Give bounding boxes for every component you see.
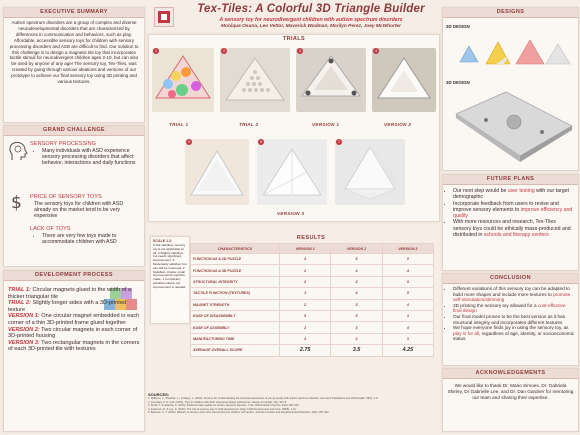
source-line: 3. Smith, T. & Iadarola, S. (2015). Evidence base update for autism spectrum disorder. J Clin Child Adolesc Psychol, 44(6), 897-922. [148, 404, 300, 408]
version-3-photo-a [185, 139, 249, 205]
column-header: CHARACTERISTICS [191, 244, 280, 254]
poster-subtitle: A sensory toy for neurodivergent children with autism spectrum disorders [219, 17, 403, 23]
sources-title: SOURCES: [148, 392, 170, 397]
table-row: FUNCTION AS A 2D PUZZLE 4 5 5 [191, 254, 434, 265]
results-table [190, 243, 434, 357]
table-row: MAGNET STRENGTH 2 3 4 [191, 299, 434, 310]
results-title: RESULTS [296, 235, 326, 241]
caption-trial-1: TRIAL 1 [169, 122, 189, 127]
results-header-row [191, 244, 434, 254]
trial-2-photo [220, 48, 290, 112]
version-3-photo-c [335, 139, 405, 205]
source-line: 4. Anderson, R. & Lee, K. (2019). The role of sensory play in child development. Early Child Development and Care, 189(8), 1-12. [148, 407, 297, 411]
development-step: TRIAL 1: Circular magnets glued to the width of a thicker triangular tile [8, 287, 132, 300]
scale-title: SCALE 1-5 [153, 239, 172, 243]
table-row-average: AVERAGE OVERALL SCORE 2.75 3.5 4.25 [191, 345, 434, 356]
svg-text:$: $ [11, 193, 22, 212]
development-step: VERSION 2: Two circular magnets in each corner of 3D-printed housing [8, 326, 138, 340]
development-process-panel [3, 270, 145, 432]
dollar-sign-icon [10, 192, 24, 212]
design-render-2 [446, 86, 576, 166]
version-3-tile-image-c [335, 139, 405, 205]
caption-version-1: VERSION 1 [312, 122, 340, 127]
trial-1-photo [152, 48, 214, 112]
executive-summary-title: EXECUTIVE SUMMARY [4, 8, 144, 18]
challenge-bullet: • There are very few toys made to accommodate children with ASD [42, 233, 146, 245]
column-header: VERSION 1 [280, 244, 331, 254]
design-render-1 [446, 30, 576, 70]
grand-challenge-panel [3, 125, 145, 267]
sources-section [148, 392, 438, 432]
design-label-1: 3D DESIGN [446, 24, 470, 29]
acknowledgements-panel [442, 368, 579, 432]
future-plans-title: FUTURE PLANS [443, 175, 578, 185]
caption-trial-2: TRIAL 2 [239, 122, 259, 127]
development-process-title: DEVELOPMENT PROCESS [4, 271, 144, 281]
table-row: EASE OF ASSEMBLY 2 3 4 [191, 322, 434, 333]
scale-text: 5 Not satisfied, sensory toy is not applicable at all. 4 Slightly satisfied, but needs significant improvement. 3 Moderately satisfied, but can still be improved. 2 Satisfied, criteria, small improvements could be made. 1 Completely satisfied criteria. No improvement is needed. [153, 243, 187, 289]
trials-panel [148, 34, 440, 222]
caption-version-2: VERSION 2 [384, 122, 412, 127]
poster-title: Tex-Tiles: A Colorful 3D Triangle Builder [197, 3, 425, 15]
conclusion-panel [442, 273, 579, 366]
source-line: 2. Gonzales, P. E. et al. (2021). Toys for children with ASD: Assessing design preferences. Design for Health, 5(2), 55-72. [148, 400, 287, 404]
photo-number-5: 5 [187, 140, 191, 144]
executive-summary-panel [3, 7, 145, 123]
table-row: STRUCTURAL INTEGRITY 2 4 5 [191, 276, 434, 287]
conclusion-item: • We hope everyone finds joy in using the sensory toy, as play is for all, regardless of age, identity, or socioeconomic status [453, 325, 575, 342]
challenge-heading-lack: LACK OF TOYS [30, 226, 71, 232]
photo-number-7: 7 [337, 140, 341, 144]
conclusion-list [443, 284, 578, 342]
grand-challenge-title: GRAND CHALLENGE [4, 126, 144, 136]
poster-authors: Monique Osuna, Leo Vettor, Maverick Wadman, Marilyn Perez, Joey McWhorter [221, 24, 401, 29]
future-plan-item: • Our next step would be user testing with our target demographic [453, 188, 575, 201]
table-row: TACTILE FUNCTION (TEXTURES) 1 4 5 [191, 288, 434, 299]
table-row: FUNCTION AS A 3D PUZZLE 2 4 4 [191, 265, 434, 276]
version-2-photo [372, 48, 436, 112]
future-plans-panel [442, 174, 579, 271]
source-line: 1. Williams, J., Sheehan, L., & Mayer, L. (2023). Sensory Kit: Understanding the physical experiences of young people with autism spectrum disorder. Journal of Paediatrics and Child Health, 59(3), 1-9. [148, 397, 379, 400]
photo-number-6: 6 [259, 140, 263, 144]
development-steps [8, 287, 140, 353]
designs-panel [442, 7, 579, 171]
table-row: MANUFACTURING TIME 4 2 3 [191, 333, 434, 344]
future-plan-item: • With more resources and research, Tex-Tiles sensory toys could be ethically mass-produced and distributed in schools and therapy centers [453, 219, 575, 238]
challenge-list-lack [34, 233, 146, 245]
column-header: VERSION 2 [331, 244, 382, 254]
development-step: VERSION 1: One circular magnet embedded in each corner of a thin 3D-printed frame glued together [8, 313, 140, 326]
photo-number-1: 1 [154, 49, 158, 53]
conclusion-item: • 3D printing the sensory toy allowed for a cost-effective final design [453, 303, 575, 314]
photo-number-2: 2 [222, 49, 226, 53]
design-label-2: 3D DESIGN [446, 80, 470, 85]
designs-title: DESIGNS [443, 8, 578, 18]
future-plans-list [443, 185, 578, 238]
challenge-heading-sensory: SENSORY PROCESSING [30, 141, 97, 147]
development-step: TRIAL 2: Slightly longer sides with a 3D-printed texture [8, 300, 127, 313]
version-3-tile-image-b [257, 139, 327, 205]
logo-mark-icon [155, 8, 173, 26]
conclusion-item: • Our final model proves to be the best version as it has structural integrity and incorporates different textures [453, 314, 575, 325]
version-3-photo-b [257, 139, 327, 205]
head-brain-icon [8, 140, 28, 162]
source-line: 5. Baranek, G. T. (2002). Efficacy of sensory and motor interventions for children with autism. Journal of Autism and Developmental Disorders, 32(5), 397-422. [148, 411, 330, 415]
conclusion-title: CONCLUSION [443, 274, 578, 284]
challenge-list-sensory [34, 148, 146, 167]
version-2-tile-image [372, 48, 436, 112]
development-step: VERSION 3: Two rectangular magnets in the corners of each 3D-printed tile with textures [8, 339, 140, 353]
acknowledgements-text: We would like to thank Dr. Mario Simoes, Dr. Gabriela Shirley, Dr Gabrielle Lee, and Dr. Dan Gardner for mentoring our team and sharing their expertise. [447, 383, 574, 400]
scale-note-panel [150, 236, 190, 324]
acknowledgements-title: ACKNOWLEDGEMENTS [443, 369, 578, 379]
photo-number-4: 4 [374, 49, 378, 53]
photo-number-3: 3 [298, 49, 302, 53]
trials-title: TRIALS [282, 36, 306, 42]
executive-summary-body: Autism spectrum disorders are a group of complex and diverse neurodevelopmental disorders that are characterized by differences in communication and behaviors, such as play. Affordable, accessible sensory toys for children with sensory processing disorders and ASD are difficult to find. Our solution to this challenge is to design a magnetic tile toy that incorporates tactile stimuli for neurodivergent children ages 2-10, but can also be used by anyone of any age! The sensory toy, Tex-Tiles, was created by going through various ideations and versions of our prototype to achieve our final sensory toy using 3D printing and various textures. [9, 20, 139, 85]
challenge-bullet: • Many individuals with ASD experience sensory processing disorders that affect behavior, interactions and daily functions [42, 148, 146, 167]
version-3-tile-image-a [185, 139, 249, 205]
conclusion-item: • Different variations of this sensory toy can be adapted to build more shapes and include more textures to promote self-stimulation/stimming [453, 286, 575, 303]
table-row: EASE OF DISASSEMBLY 5 5 3 [191, 310, 434, 321]
future-plan-item: • Incorporate feedback from users to revise and improve sensory elements to improve efficiency and quality [453, 201, 575, 220]
version-1-photo [296, 48, 366, 112]
trial-2-tile-image [220, 48, 290, 112]
challenge-heading-price: PRICE OF SENSORY TOYS [30, 194, 102, 200]
version-1-tile-image [296, 48, 366, 112]
logo [154, 7, 174, 27]
challenge-text-price: The sensory toys for children with ASD already on the market tend to be very expensive [34, 201, 124, 220]
column-header: VERSION 3 [382, 244, 433, 254]
trial-1-tile-image [152, 48, 214, 112]
caption-version-3: VERSION 3 [277, 211, 305, 216]
